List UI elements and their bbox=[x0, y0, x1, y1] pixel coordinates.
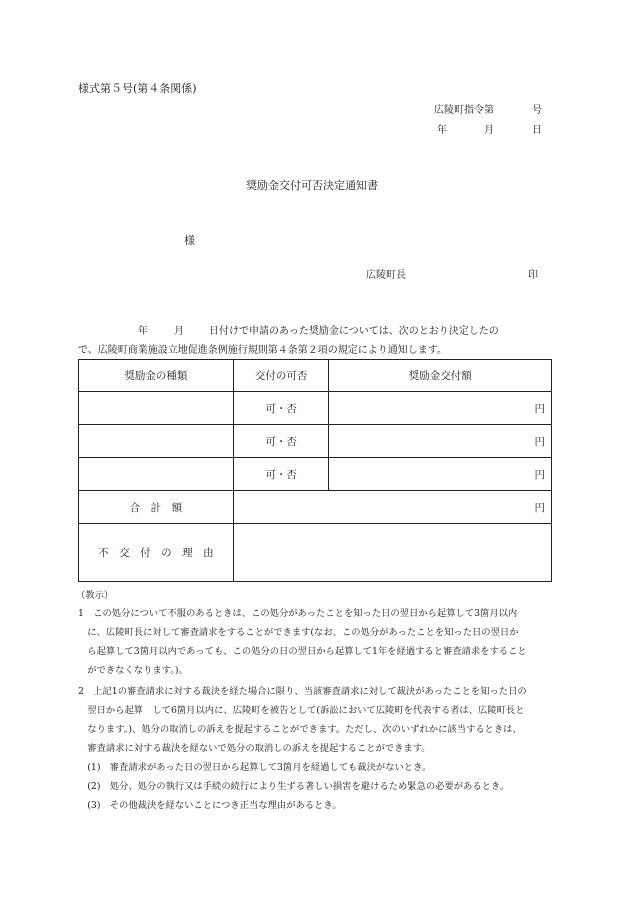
table-row bbox=[79, 425, 552, 458]
seal-mark: 印 bbox=[528, 270, 538, 281]
reference-label: 広陵町指令第 bbox=[434, 105, 494, 116]
note-line: 審査請求に対する裁決を経ないで処分の取消しの訴えを提起することができます。 bbox=[78, 743, 431, 754]
note-line: ができなくなります。)。 bbox=[78, 665, 188, 676]
note-line: ら起算して3箇月以内であっても、この処分の日の翌日から起算して1年を経過すると審査請求をすること bbox=[78, 646, 527, 657]
header-amount: 奨励金交付額 bbox=[329, 360, 552, 392]
date-year: 年 bbox=[437, 125, 447, 136]
kind-cell[interactable] bbox=[79, 392, 234, 425]
note-line: 1 この処分について不服のあるときは、この処分があったことを知った日の翌日から起算して3箇月以内 bbox=[78, 608, 518, 619]
notes-heading: （教示） bbox=[76, 590, 114, 601]
date-day: 日 bbox=[532, 125, 542, 136]
reason-row bbox=[79, 524, 552, 582]
document-title: 奨励金交付可否決定通知書 bbox=[246, 179, 378, 192]
amount-cell: 円 bbox=[329, 392, 552, 425]
note-line: 翌日から起算 して6箇月以内に、広陵町を被告として(訴訟において広陵町を代表する者は、広陵町長と bbox=[78, 705, 525, 716]
recipient-suffix: 様 bbox=[184, 234, 195, 247]
table-row bbox=[79, 458, 552, 491]
body-line1: 日付けで申請のあった奨励金については、次のとおり決定したの bbox=[209, 326, 499, 337]
form-number: 様式第５号(第４条関係) bbox=[78, 82, 197, 95]
kind-cell[interactable] bbox=[79, 458, 234, 491]
note-line: 2 上記1の審査請求に対する裁決を経た場合に限り、当該審査請求に対して裁決があったことを知った日の bbox=[78, 686, 527, 697]
table-row bbox=[79, 392, 552, 425]
sender-name: 広陵町長 bbox=[366, 270, 406, 281]
approval-cell: 可・否 bbox=[233, 392, 329, 425]
note-line: に、広陵町長に対して審査請求をすることができます(なお、この処分があったことを知った日の翌日か bbox=[78, 627, 519, 638]
note-line: (2) 処分、処分の執行又は手続の続行により生ずる著しい損害を避けるため緊急の必要があるとき。 bbox=[78, 781, 510, 792]
reason-value[interactable] bbox=[233, 524, 551, 582]
body-year: 年 bbox=[138, 326, 148, 337]
total-amount: 円 bbox=[233, 491, 551, 524]
table-header-row bbox=[79, 360, 552, 392]
approval-cell: 可・否 bbox=[233, 458, 329, 491]
amount-cell: 円 bbox=[329, 425, 552, 458]
header-kind: 奨励金の種類 bbox=[79, 360, 234, 392]
amount-cell: 円 bbox=[329, 458, 552, 491]
grant-table bbox=[78, 359, 552, 582]
note-line: (1) 審査請求があった日の翌日から起算して3箇月を経過しても裁決がないとき。 bbox=[78, 762, 432, 773]
approval-cell: 可・否 bbox=[233, 425, 329, 458]
note-line: なります。)、処分の取消しの訴えを提起することができます。ただし、次のいずれかに該当するときは、 bbox=[78, 724, 522, 735]
reference-suffix: 号 bbox=[532, 105, 542, 116]
kind-cell[interactable] bbox=[79, 425, 234, 458]
body-month: 月 bbox=[174, 326, 184, 337]
header-approval: 交付の可否 bbox=[233, 360, 329, 392]
total-row bbox=[79, 491, 552, 524]
reason-label: 不 交 付 の 理 由 bbox=[79, 524, 234, 582]
body-line2: で、広陵町商業施設立地促進条例施行規則第４条第２項の規定により通知します。 bbox=[78, 345, 447, 356]
note-line: (3) その他裁決を経ないことにつき正当な理由があるとき。 bbox=[78, 800, 342, 811]
total-label: 合 計 額 bbox=[79, 491, 234, 524]
date-month: 月 bbox=[484, 125, 494, 136]
